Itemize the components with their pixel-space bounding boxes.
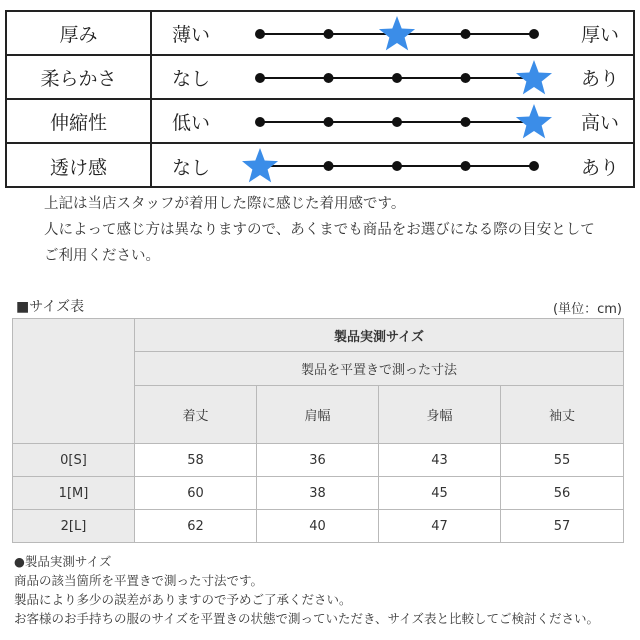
size-column-header: 着丈 <box>135 386 257 444</box>
scale-dot <box>324 29 334 39</box>
size-table <box>12 318 624 543</box>
feel-low-label: なし <box>172 67 211 90</box>
feel-label: 厚み <box>7 12 152 54</box>
scale-dot <box>461 161 471 171</box>
feel-high-label: あり <box>580 156 619 179</box>
note-line: ご利用ください。 <box>44 248 160 264</box>
feel-row-softness <box>7 56 633 100</box>
feel-low-label: なし <box>172 156 211 179</box>
feel-low-label: 薄い <box>172 23 211 46</box>
scale-dot <box>392 117 402 127</box>
size-cell: 56 <box>501 477 624 510</box>
footer-line: 製品により多少の誤差がありますので予めご了承ください。 <box>14 592 352 607</box>
size-column-header: 肩幅 <box>257 386 379 444</box>
footer-heading: ●製品実測サイズ <box>14 554 112 569</box>
size-column-header: 身幅 <box>379 386 501 444</box>
feel-label: 伸縮性 <box>7 100 152 142</box>
size-corner-cell <box>13 319 135 444</box>
feel-table <box>5 10 635 188</box>
size-cell: 60 <box>135 477 257 510</box>
scale-dot <box>255 73 265 83</box>
scale-dot <box>324 161 334 171</box>
scale-dot <box>529 29 539 39</box>
rating-star-icon <box>242 148 278 182</box>
scale-dot <box>529 161 539 171</box>
size-row-label: 0[S] <box>13 444 135 477</box>
scale-dot <box>392 161 402 171</box>
scale-dot <box>324 117 334 127</box>
note-line: 上記は当店スタッフが着用した際に感じた着用感です。 <box>44 196 406 212</box>
footer-line: 商品の該当箇所を平置きで測った寸法です。 <box>14 573 264 588</box>
size-header-sub: 製品を平置きで測った寸法 <box>135 352 624 386</box>
scale-dot <box>392 73 402 83</box>
size-cell: 58 <box>135 444 257 477</box>
feel-row-stretch <box>7 100 633 144</box>
size-cell: 43 <box>379 444 501 477</box>
footer-line: お客様のお手持ちの服のサイズを平置きの状態で測っていただき、サイズ表と比較してご検討ください。 <box>14 611 600 626</box>
size-cell: 47 <box>379 510 501 543</box>
table-row <box>13 477 624 510</box>
scale-dot <box>461 29 471 39</box>
size-header-main: 製品実測サイズ <box>135 319 624 352</box>
feel-scale <box>242 56 552 100</box>
scale-dot <box>255 117 265 127</box>
size-column-header: 袖丈 <box>501 386 624 444</box>
footer-notes <box>14 552 599 628</box>
feel-scale <box>242 12 552 56</box>
size-cell: 55 <box>501 444 624 477</box>
feel-row-sheerness <box>7 144 633 188</box>
feel-label: 柔らかさ <box>7 56 152 98</box>
scale-dot <box>461 117 471 127</box>
size-cell: 38 <box>257 477 379 510</box>
feel-high-label: 厚い <box>580 23 619 46</box>
feel-note <box>44 191 595 269</box>
rating-star-icon <box>516 60 552 94</box>
size-row-label: 2[L] <box>13 510 135 543</box>
feel-scale <box>242 144 552 188</box>
feel-row-thickness <box>7 12 633 56</box>
size-cell: 40 <box>257 510 379 543</box>
size-cell: 57 <box>501 510 624 543</box>
feel-high-label: あり <box>580 67 619 90</box>
rating-star-icon <box>379 16 415 50</box>
size-table-title: ■サイズ表 <box>16 299 85 315</box>
table-row <box>13 444 624 477</box>
scale-dot <box>461 73 471 83</box>
size-row-label: 1[M] <box>13 477 135 510</box>
feel-low-label: 低い <box>172 111 211 134</box>
size-cell: 62 <box>135 510 257 543</box>
scale-dot <box>324 73 334 83</box>
size-cell: 36 <box>257 444 379 477</box>
feel-label: 透け感 <box>7 144 152 188</box>
rating-star-icon <box>516 104 552 138</box>
size-cell: 45 <box>379 477 501 510</box>
feel-scale <box>242 100 552 144</box>
note-line: 人によって感じ方は異なりますので、あくまでも商品をお選びになる際の目安として <box>44 222 595 238</box>
size-table-unit: (単位：cm) <box>553 302 622 317</box>
table-row <box>13 510 624 543</box>
feel-high-label: 高い <box>580 111 619 134</box>
scale-dot <box>255 29 265 39</box>
